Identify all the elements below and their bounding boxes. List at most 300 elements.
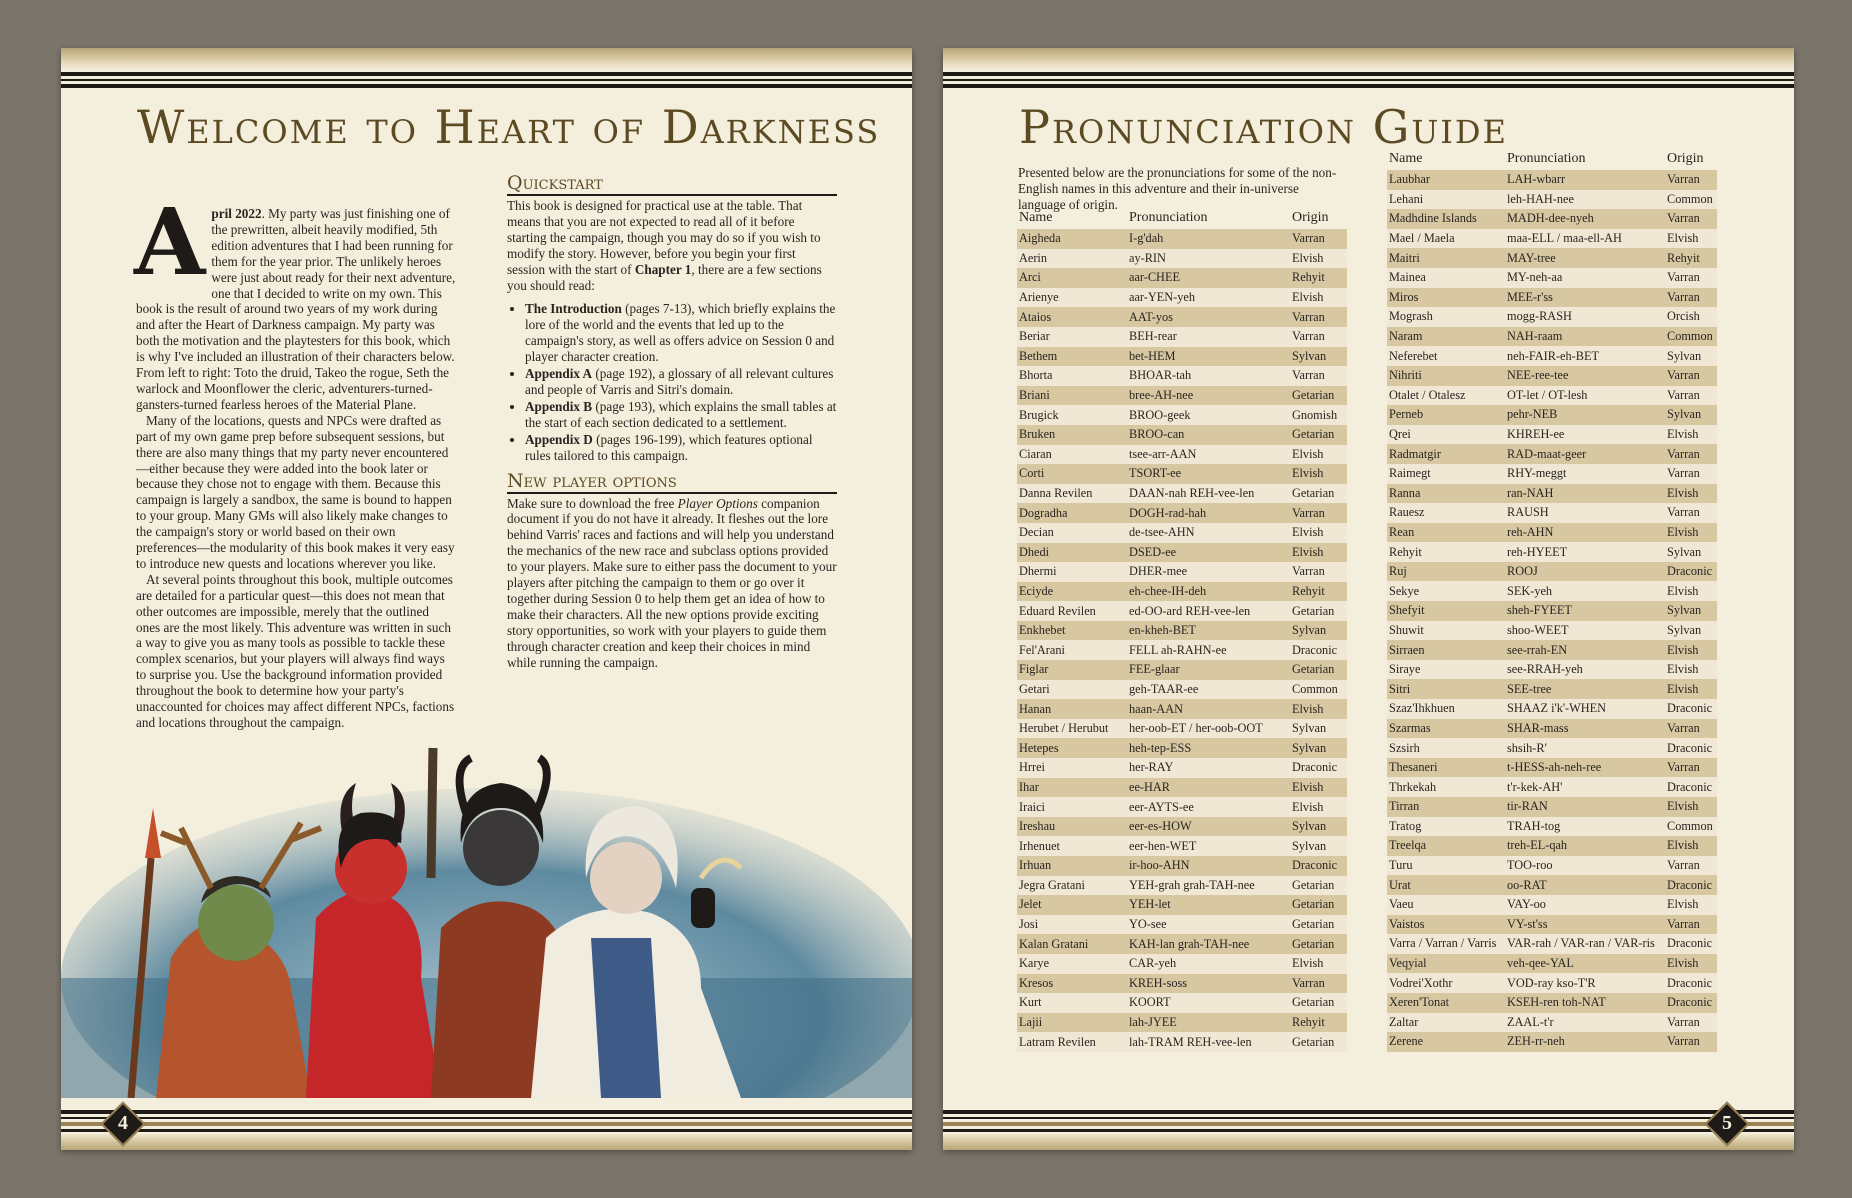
origin-cell: Draconic — [1665, 875, 1717, 895]
table-row — [1387, 484, 1717, 504]
name-cell: Varra / Varran / Varris — [1387, 934, 1505, 954]
origin-cell: Varran — [1290, 974, 1347, 994]
pronunciation-cell: ZAAL-t'r — [1505, 1013, 1665, 1033]
table-row — [1387, 405, 1717, 425]
new-player-options-text: Make sure to download the free Player Options companion document if you do not have it already. It fleshes out the lore behind Varris' races and factions and will help you understand the mechanics of the new race and subclass options provided to your players. Make sure to either pass the document to your players after pitching the campaign to them or go over it together during Session 0 to help them get an idea of how to make their characters. All the new options provide exciting story opportunities, so work with your players to guide them through character creation and keep their choices in mind while running the campaign. — [507, 495, 837, 670]
quickstart-text: This book is designed for practical use at the table. That means that you are not expected to read all of it before starting the campaign, though you may do so if you wish to modify the story. However, before you begin your first session with the start of Chapter 1, there are a few sections you should read: — [507, 198, 822, 293]
pronunciation-cell: reh-AHN — [1505, 523, 1665, 543]
table-row — [1387, 640, 1717, 660]
pronunciation-cell: CAR-yeh — [1127, 954, 1290, 974]
table-row — [1387, 719, 1717, 739]
pronunciation-cell: MY-neh-aa — [1505, 268, 1665, 288]
quickstart-column — [507, 172, 837, 670]
table-row — [1017, 876, 1347, 896]
origin-cell: Varran — [1290, 503, 1347, 523]
origin-cell: Sylvan — [1665, 601, 1717, 621]
table-row — [1017, 974, 1347, 994]
origin-cell: Draconic — [1665, 738, 1717, 758]
name-cell: Miros — [1387, 288, 1505, 308]
table-row — [1017, 954, 1347, 974]
name-cell: Treelqa — [1387, 836, 1505, 856]
column-header: Origin — [1292, 210, 1329, 225]
pronunciation-cell: her-RAY — [1127, 758, 1290, 778]
table-row — [1017, 268, 1347, 288]
pronunciation-cell: tir-RAN — [1505, 797, 1665, 817]
origin-cell: Sylvan — [1665, 542, 1717, 562]
name-cell: Getari — [1017, 680, 1127, 700]
column-header: Origin — [1667, 151, 1704, 166]
table-row — [1387, 758, 1717, 778]
name-cell: Madhdine Islands — [1387, 209, 1505, 229]
intro-column — [134, 188, 456, 731]
pronunciation-cell: KSEH-ren toh-NAT — [1505, 993, 1665, 1013]
origin-cell: Elvish — [1290, 288, 1347, 308]
name-cell: Otalet / Otalesz — [1387, 386, 1505, 406]
origin-cell: Elvish — [1665, 660, 1717, 680]
name-cell: Zaltar — [1387, 1013, 1505, 1033]
pronunciation-cell: RAD-maat-geer — [1505, 444, 1665, 464]
origin-cell: Getarian — [1290, 876, 1347, 896]
column-header: Name — [1389, 151, 1423, 166]
table-row — [1387, 875, 1717, 895]
table-row — [1017, 562, 1347, 582]
top-border — [943, 48, 1794, 100]
name-cell: Kalan Gratani — [1017, 934, 1127, 954]
origin-cell: Draconic — [1290, 640, 1347, 660]
name-cell: Zerene — [1387, 1032, 1505, 1052]
pronunciation-cell: her-oob-ET / her-oob-OOT — [1127, 719, 1290, 739]
name-cell: Ciaran — [1017, 445, 1127, 465]
origin-cell: Varran — [1665, 386, 1717, 406]
table-row — [1017, 425, 1347, 445]
origin-cell: Elvish — [1290, 699, 1347, 719]
origin-cell: Rehyit — [1290, 582, 1347, 602]
pronunciation-cell: veh-qee-YAL — [1505, 954, 1665, 974]
pronunciation-cell: mogg-RASH — [1505, 307, 1665, 327]
name-cell: Beriar — [1017, 327, 1127, 347]
origin-cell: Rehyit — [1290, 268, 1347, 288]
table-row — [1387, 1013, 1717, 1033]
pronunciation-cell: lah-JYEE — [1127, 1013, 1290, 1033]
pronunciation-cell: see-RRAH-yeh — [1505, 660, 1665, 680]
origin-cell: Elvish — [1290, 543, 1347, 563]
name-cell: Dhedi — [1017, 543, 1127, 563]
pronunciation-table-1 — [1017, 207, 1347, 1052]
pronunciation-cell: lah-TRAM REH-vee-len — [1127, 1032, 1290, 1052]
pronunciation-cell: KHREH-ee — [1505, 425, 1665, 445]
name-cell: Thesaneri — [1387, 758, 1505, 778]
pronunciation-cell: see-rrah-EN — [1505, 640, 1665, 660]
origin-cell: Getarian — [1290, 934, 1347, 954]
origin-cell: Elvish — [1665, 581, 1717, 601]
origin-cell: Varran — [1665, 503, 1717, 523]
name-cell: Mael / Maela — [1387, 229, 1505, 249]
table-row — [1017, 503, 1347, 523]
pronunciation-cell: VOD-ray kso-T'R — [1505, 973, 1665, 993]
name-cell: Iraici — [1017, 797, 1127, 817]
pronunciation-cell: geh-TAAR-ee — [1127, 680, 1290, 700]
table-row — [1387, 836, 1717, 856]
origin-cell: Getarian — [1290, 660, 1347, 680]
name-cell: Maitri — [1387, 248, 1505, 268]
origin-cell: Varran — [1665, 915, 1717, 935]
pronunciation-cell: SEK-yeh — [1505, 581, 1665, 601]
table-row — [1017, 836, 1347, 856]
name-cell: Ataios — [1017, 307, 1127, 327]
name-cell: Irhuan — [1017, 856, 1127, 876]
pronunciation-cell: aar-CHEE — [1127, 268, 1290, 288]
pronunciation-cell: eer-AYTS-ee — [1127, 797, 1290, 817]
right-page — [943, 48, 1794, 1150]
name-cell: Tirran — [1387, 797, 1505, 817]
origin-cell: Sylvan — [1290, 621, 1347, 641]
table-row — [1387, 307, 1717, 327]
name-cell: Brugick — [1017, 405, 1127, 425]
table-row — [1387, 288, 1717, 308]
name-cell: Rean — [1387, 523, 1505, 543]
table-row — [1387, 327, 1717, 347]
paragraph-2: Many of the locations, quests and NPCs were drafted as part of my own game prep before subsequent sessions, but there are also many things that my party never encountered—either because they were added into the book later or because they chose not to engage with them. Because this campaign is largely a sandbox, the same is bound to happen to your group. Many GMs will also likely make changes to the campaign's story or world based on their own preferences—the modularity of this book makes it very easy to introduce new quests and locations wherever you like. — [136, 412, 455, 571]
pronunciation-cell: YO-see — [1127, 915, 1290, 935]
pronunciation-cell: ZEH-rr-neh — [1505, 1032, 1665, 1052]
name-cell: Hanan — [1017, 699, 1127, 719]
table-row — [1387, 190, 1717, 210]
pronunciation-cell: KREH-soss — [1127, 974, 1290, 994]
name-cell: Shuwit — [1387, 621, 1505, 641]
table-row — [1017, 621, 1347, 641]
table-row — [1017, 817, 1347, 837]
pronunciation-cell: reh-HYEET — [1505, 542, 1665, 562]
name-cell: Dogradha — [1017, 503, 1127, 523]
origin-cell: Varran — [1665, 1013, 1717, 1033]
table-row — [1017, 249, 1347, 269]
origin-cell: Draconic — [1290, 856, 1347, 876]
pronunciation-cell: en-kheh-BET — [1127, 621, 1290, 641]
name-cell: Enkhebet — [1017, 621, 1127, 641]
table-row — [1387, 386, 1717, 406]
origin-cell: Rehyit — [1290, 1013, 1347, 1033]
paragraph-3: At several points throughout this book, multiple outcomes are detailed for a particular quest—this does not mean that other outcomes are impossible, merely that the outlined ones are the most likely. This adventure was written in such a way to give you as many tools as possible to tackle these complex scenarios, but your players will always find ways to surprise you. Use the background information provided throughout the book to determine how your party's unaccounted for choices may affect different NPCs, factions and locations throughout the campaign. — [136, 571, 455, 730]
origin-cell: Elvish — [1665, 484, 1717, 504]
origin-cell: Varran — [1290, 307, 1347, 327]
table-row — [1387, 601, 1717, 621]
name-cell: Dhermi — [1017, 562, 1127, 582]
name-cell: Irhenuet — [1017, 836, 1127, 856]
origin-cell: Elvish — [1290, 464, 1347, 484]
pronunciation-cell: KOORT — [1127, 993, 1290, 1013]
name-cell: Veqyial — [1387, 954, 1505, 974]
origin-cell: Varran — [1665, 170, 1717, 190]
origin-cell: Varran — [1665, 1032, 1717, 1052]
origin-cell: Elvish — [1665, 523, 1717, 543]
pronunciation-cell: TRAH-tog — [1505, 817, 1665, 837]
name-cell: Szaz'Ihkhuen — [1387, 699, 1505, 719]
name-cell: Shefyit — [1387, 601, 1505, 621]
pronunciation-cell: SEE-tree — [1505, 679, 1665, 699]
origin-cell: Varran — [1665, 366, 1717, 386]
name-cell: Rehyit — [1387, 542, 1505, 562]
intro-bold: pril 2022 — [211, 206, 262, 221]
table-row — [1017, 640, 1347, 660]
left-page — [61, 48, 912, 1150]
table-row — [1387, 346, 1717, 366]
pronunciation-cell: ir-hoo-AHN — [1127, 856, 1290, 876]
table-row — [1017, 405, 1347, 425]
pronunciation-cell: SHAAZ i'k'-WHEN — [1505, 699, 1665, 719]
origin-cell: Draconic — [1665, 777, 1717, 797]
pronunciation-cell: RAUSH — [1505, 503, 1665, 523]
table-row — [1017, 778, 1347, 798]
name-cell: Bhorta — [1017, 366, 1127, 386]
pronunciation-cell: BEH-rear — [1127, 327, 1290, 347]
origin-cell: Rehyit — [1665, 248, 1717, 268]
page-number: 4 — [118, 1112, 128, 1134]
origin-cell: Getarian — [1290, 386, 1347, 406]
origin-cell: Getarian — [1290, 895, 1347, 915]
origin-cell: Getarian — [1290, 1032, 1347, 1052]
pronunciation-cell: haan-AAN — [1127, 699, 1290, 719]
pronunciation-cell: MADH-dee-nyeh — [1505, 209, 1665, 229]
table-row — [1387, 542, 1717, 562]
pronunciation-cell: t'r-kek-AH' — [1505, 777, 1665, 797]
pronunciation-cell: t-HESS-ah-neh-ree — [1505, 758, 1665, 778]
name-cell: Herubet / Herubut — [1017, 719, 1127, 739]
table-row — [1387, 248, 1717, 268]
origin-cell: Elvish — [1665, 836, 1717, 856]
list-item: • The Introduction (pages 7-13), which briefly explains the lore of the world and the events that led up to the campaign's story, as well as offers advice on Session 0 and player character creation. — [525, 301, 837, 365]
pronunciation-cell: RHY-meggt — [1505, 464, 1665, 484]
table-row — [1387, 777, 1717, 797]
pronunciation-cell: OT-let / OT-lesh — [1505, 386, 1665, 406]
pronunciation-cell: treh-EL-qah — [1505, 836, 1665, 856]
pronunciation-cell: MAY-tree — [1505, 248, 1665, 268]
table-row — [1017, 915, 1347, 935]
name-cell: Josi — [1017, 915, 1127, 935]
table-row — [1387, 993, 1717, 1013]
table-row — [1387, 464, 1717, 484]
origin-cell: Sylvan — [1290, 817, 1347, 837]
table-row — [1387, 425, 1717, 445]
pronunciation-table-2 — [1387, 148, 1717, 1052]
page-number-badge — [103, 1104, 143, 1144]
pronunciation-cell: leh-HAH-nee — [1505, 190, 1665, 210]
pronunciation-cell: sheh-FYEET — [1505, 601, 1665, 621]
origin-cell: Getarian — [1290, 993, 1347, 1013]
origin-cell: Varran — [1665, 268, 1717, 288]
table-row — [1017, 484, 1347, 504]
table-row — [1387, 229, 1717, 249]
name-cell: Vaistos — [1387, 915, 1505, 935]
pronunciation-cell: VY-st'ss — [1505, 915, 1665, 935]
origin-cell: Elvish — [1290, 249, 1347, 269]
name-cell: Arci — [1017, 268, 1127, 288]
origin-cell: Varran — [1665, 758, 1717, 778]
origin-cell: Sylvan — [1665, 405, 1717, 425]
pronunciation-cell: DSED-ee — [1127, 543, 1290, 563]
table-row — [1387, 915, 1717, 935]
pronunciation-cell: ee-HAR — [1127, 778, 1290, 798]
origin-cell: Varran — [1290, 229, 1347, 249]
origin-cell: Varran — [1665, 719, 1717, 739]
page-title: Welcome to Heart of Darkness — [137, 100, 881, 154]
name-cell: Nihriti — [1387, 366, 1505, 386]
table-row — [1387, 503, 1717, 523]
table-row — [1017, 934, 1347, 954]
table-row — [1017, 797, 1347, 817]
pronunciation-cell: pehr-NEB — [1505, 405, 1665, 425]
origin-cell: Draconic — [1665, 934, 1717, 954]
table-row — [1387, 209, 1717, 229]
pronunciation-cell: YEH-let — [1127, 895, 1290, 915]
origin-cell: Elvish — [1290, 778, 1347, 798]
table-row — [1017, 738, 1347, 758]
origin-cell: Draconic — [1665, 973, 1717, 993]
name-cell: Urat — [1387, 875, 1505, 895]
name-cell: Vaeu — [1387, 895, 1505, 915]
pronunciation-cell: ROOJ — [1505, 562, 1665, 582]
table-row — [1017, 386, 1347, 406]
pronunciation-cell: eh-chee-IH-deh — [1127, 582, 1290, 602]
table-row — [1387, 954, 1717, 974]
pronunciation-cell: VAY-oo — [1505, 895, 1665, 915]
pronunciation-intro: Presented below are the pronunciations for some of the non-English names in this adventure and their in-universe language of origin. — [1018, 165, 1337, 212]
name-cell: Xeren'Tonat — [1387, 993, 1505, 1013]
table-row — [1387, 621, 1717, 641]
table-row — [1017, 856, 1347, 876]
name-cell: Radmatgir — [1387, 444, 1505, 464]
table-row — [1017, 680, 1347, 700]
origin-cell: Elvish — [1665, 229, 1717, 249]
origin-cell: Orcish — [1665, 307, 1717, 327]
origin-cell: Varran — [1665, 444, 1717, 464]
origin-cell: Sylvan — [1665, 346, 1717, 366]
pronunciation-cell: ran-NAH — [1505, 484, 1665, 504]
name-cell: Perneb — [1387, 405, 1505, 425]
pronunciation-cell: VAR-rah / VAR-ran / VAR-ris — [1505, 934, 1665, 954]
table-row — [1387, 797, 1717, 817]
name-cell: Lehani — [1387, 190, 1505, 210]
name-cell: Raimegt — [1387, 464, 1505, 484]
table-row — [1017, 366, 1347, 386]
pronunciation-cell: eer-es-HOW — [1127, 817, 1290, 837]
table-row — [1017, 327, 1347, 347]
name-cell: Qrei — [1387, 425, 1505, 445]
bottom-border — [943, 1090, 1794, 1150]
name-cell: Lajii — [1017, 1013, 1127, 1033]
origin-cell: Varran — [1665, 209, 1717, 229]
page-number-badge — [1707, 1104, 1747, 1144]
pronunciation-cell: shoo-WEET — [1505, 621, 1665, 641]
origin-cell: Elvish — [1665, 679, 1717, 699]
table-row — [1387, 660, 1717, 680]
origin-cell: Elvish — [1290, 523, 1347, 543]
origin-cell: Getarian — [1290, 425, 1347, 445]
table-row — [1387, 366, 1717, 386]
pronunciation-cell: AAT-yos — [1127, 307, 1290, 327]
name-cell: Sirraen — [1387, 640, 1505, 660]
pronunciation-cell: MEE-r'ss — [1505, 288, 1665, 308]
table-row — [1387, 170, 1717, 190]
pronunciation-cell: KAH-lan grah-TAH-nee — [1127, 934, 1290, 954]
name-cell: Szsirh — [1387, 738, 1505, 758]
pronunciation-cell: FELL ah-RAHN-ee — [1127, 640, 1290, 660]
bottom-border — [61, 1090, 912, 1150]
table-row — [1017, 543, 1347, 563]
name-cell: Mainea — [1387, 268, 1505, 288]
pronunciation-cell: aar-YEN-yeh — [1127, 288, 1290, 308]
pronunciation-cell: YEH-grah grah-TAH-nee — [1127, 876, 1290, 896]
table-row — [1387, 581, 1717, 601]
pronunciation-cell: maa-ELL / maa-ell-AH — [1505, 229, 1665, 249]
name-cell: Siraye — [1387, 660, 1505, 680]
name-cell: Ireshau — [1017, 817, 1127, 837]
pronunciation-cell: TOO-roo — [1505, 856, 1665, 876]
name-cell: Aigheda — [1017, 229, 1127, 249]
pronunciation-cell: TSORT-ee — [1127, 464, 1290, 484]
name-cell: Sekye — [1387, 581, 1505, 601]
table-row — [1387, 523, 1717, 543]
origin-cell: Varran — [1290, 366, 1347, 386]
name-cell: Szarmas — [1387, 719, 1505, 739]
list-item: • Appendix A (page 192), a glossary of all relevant cultures and people of Varris and Sitri's domain. — [525, 366, 837, 398]
column-header: Pronunciation — [1129, 210, 1208, 225]
pronunciation-cell: DAAN-nah REH-vee-len — [1127, 484, 1290, 504]
origin-cell: Getarian — [1290, 601, 1347, 621]
name-cell: Eciyde — [1017, 582, 1127, 602]
pronunciation-cell: oo-RAT — [1505, 875, 1665, 895]
table-row — [1017, 464, 1347, 484]
table-row — [1017, 895, 1347, 915]
origin-cell: Draconic — [1665, 699, 1717, 719]
origin-cell: Sylvan — [1290, 719, 1347, 739]
table-row — [1017, 307, 1347, 327]
origin-cell: Elvish — [1665, 640, 1717, 660]
origin-cell: Getarian — [1290, 484, 1347, 504]
origin-cell: Common — [1290, 680, 1347, 700]
name-cell: Figlar — [1017, 660, 1127, 680]
origin-cell: Varran — [1665, 464, 1717, 484]
table-row — [1387, 699, 1717, 719]
table-row — [1017, 758, 1347, 778]
name-cell: Arienye — [1017, 288, 1127, 308]
pronunciation-cell: heh-tep-ESS — [1127, 738, 1290, 758]
table-row — [1017, 229, 1347, 249]
table-row — [1387, 679, 1717, 699]
name-cell: Decian — [1017, 523, 1127, 543]
name-cell: Hetepes — [1017, 738, 1127, 758]
list-item: • Appendix B (page 193), which explains the small tables at the start of each section dedicated to a settlement. — [525, 399, 837, 431]
origin-cell: Elvish — [1290, 954, 1347, 974]
name-cell: Bruken — [1017, 425, 1127, 445]
pronunciation-cell: bet-HEM — [1127, 347, 1290, 367]
table-row — [1017, 993, 1347, 1013]
origin-cell: Sylvan — [1665, 621, 1717, 641]
pronunciation-cell: I-g'dah — [1127, 229, 1290, 249]
pronunciation-cell: LAH-wbarr — [1505, 170, 1665, 190]
name-cell: Jelet — [1017, 895, 1127, 915]
name-cell: Mogrash — [1387, 307, 1505, 327]
name-cell: Ranna — [1387, 484, 1505, 504]
name-cell: Kurt — [1017, 993, 1127, 1013]
name-cell: Danna Revilen — [1017, 484, 1127, 504]
name-cell: Turu — [1387, 856, 1505, 876]
table-header-row — [1017, 207, 1347, 229]
name-cell: Neferebet — [1387, 346, 1505, 366]
table-row — [1017, 288, 1347, 308]
table-row — [1387, 934, 1717, 954]
origin-cell: Elvish — [1665, 895, 1717, 915]
origin-cell: Draconic — [1290, 758, 1347, 778]
